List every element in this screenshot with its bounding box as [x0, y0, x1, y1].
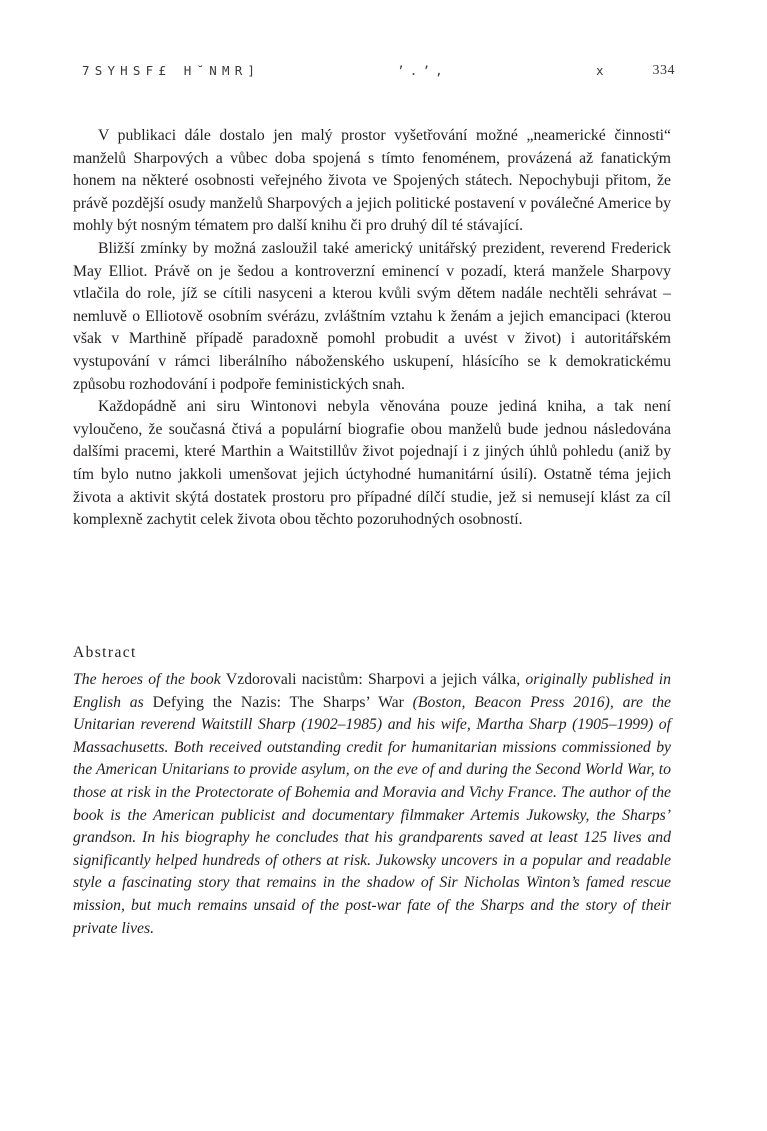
abstract-segment-3: (Boston, Beacon Press 2016), are the Unitarian reverend Waitstill Sharp (1902–1985) and his wife, Martha Sharp (1905–1999) of Massachusetts. Both received outstanding credit for humanitarian missions commissioned by the American Unitarians to provide asylum, on the eve of and during the Second World War, to those at risk in the Protectorate of Bohemia and Moravia and Vichy France. The author of the book is the American publicist and documentary filmmaker Artemis Jukowsky, the Sharps’ grandson. In his biography he concludes that his grandparents saved at least 125 lives and significantly helped hundreds of others at risk. Jukowsky uncovers in a popular and readable style a fascinating story that remains in the shadow of Sir Nicholas Winton’s famed rescue mission, but much remains unsaid of the post-war fate of the Sharps and the story of their private lives.: [73, 693, 671, 937]
paragraph-1: V publikaci dále dostalo jen malý prostor vyšetřování možné „neamerické činnosti“ manželů Sharpových a vůbec doba spojená s tímto fenoménem, provázená až fanatickým honem na některé osobnosti veřejného života ve Spojených státech. Nepochybuji přitom, že právě pozdější osudy manželů Sharpových a jejich politické postavení v poválečné Americe by mohly být nosným tématem pro další knihu či pro druhý díl té stávající.: [73, 127, 671, 235]
running-head-left: 7SYHSF£ H˘NMR]: [82, 63, 261, 78]
abstract-segment-1: The heroes of the book: [73, 671, 226, 688]
abstract-segment-2: , originally published in English as: [73, 671, 671, 711]
running-head-middle: ’.’,: [397, 63, 448, 78]
page-number: 334: [652, 63, 675, 78]
paragraph-2: Bližší zmínky by možná zasloužil také americký unitářský prezident, reverend Frederick May Elliot. Právě on je šedou a kontroverzní eminencí v pozadí, která manžele Sharpovy vtlačila do role, jíž se cítili nasyceni a kterou kvůli svým dětem nadále nechtěli sehrávat – nemluvě o Elliotově osobním svérázu, zvláštním vztahu k ženám a jejich emancipaci (kterou však v Marthině případě paradoxně pomohl probudit a uvést v život) i autoritářském vystupování v rámci liberálního náboženského uskupení, hlásícího se k demokratickému způsobu rozhodování i podpoře feministických snah.: [73, 239, 671, 393]
abstract-book-title-en: Defying the Nazis: The Sharps’ War: [152, 693, 404, 711]
running-head-x: x: [596, 63, 609, 78]
paragraph-3: Každopádně ani siru Wintonovi nebyla věnována pouze jediná kniha, a tak není vyloučeno, že současná čtivá a populární biografie obou manželů bude jednou následována dalšími pracemi, které Marthin a Waitstillův život pojednají i z jiných úhlů pohledu (aniž by tím bylo nutno jakkoli umenšovat jejich úctyhodné humanitární úsilí). Ostatně téma jejich života a aktivit skýtá dostatek prostoru pro případné dílčí studie, jež si nemusejí klást za cíl komplexně zachytit celek života obou těchto pozoruhodných osobností.: [73, 398, 671, 529]
abstract-book-title-cz: Vzdorovali nacistům: Sharpovi a jejich válka: [225, 671, 517, 688]
abstract-heading: Abstract: [73, 644, 137, 661]
running-head: [82, 63, 675, 81]
body-text: [73, 125, 671, 532]
abstract-text: [73, 669, 671, 940]
